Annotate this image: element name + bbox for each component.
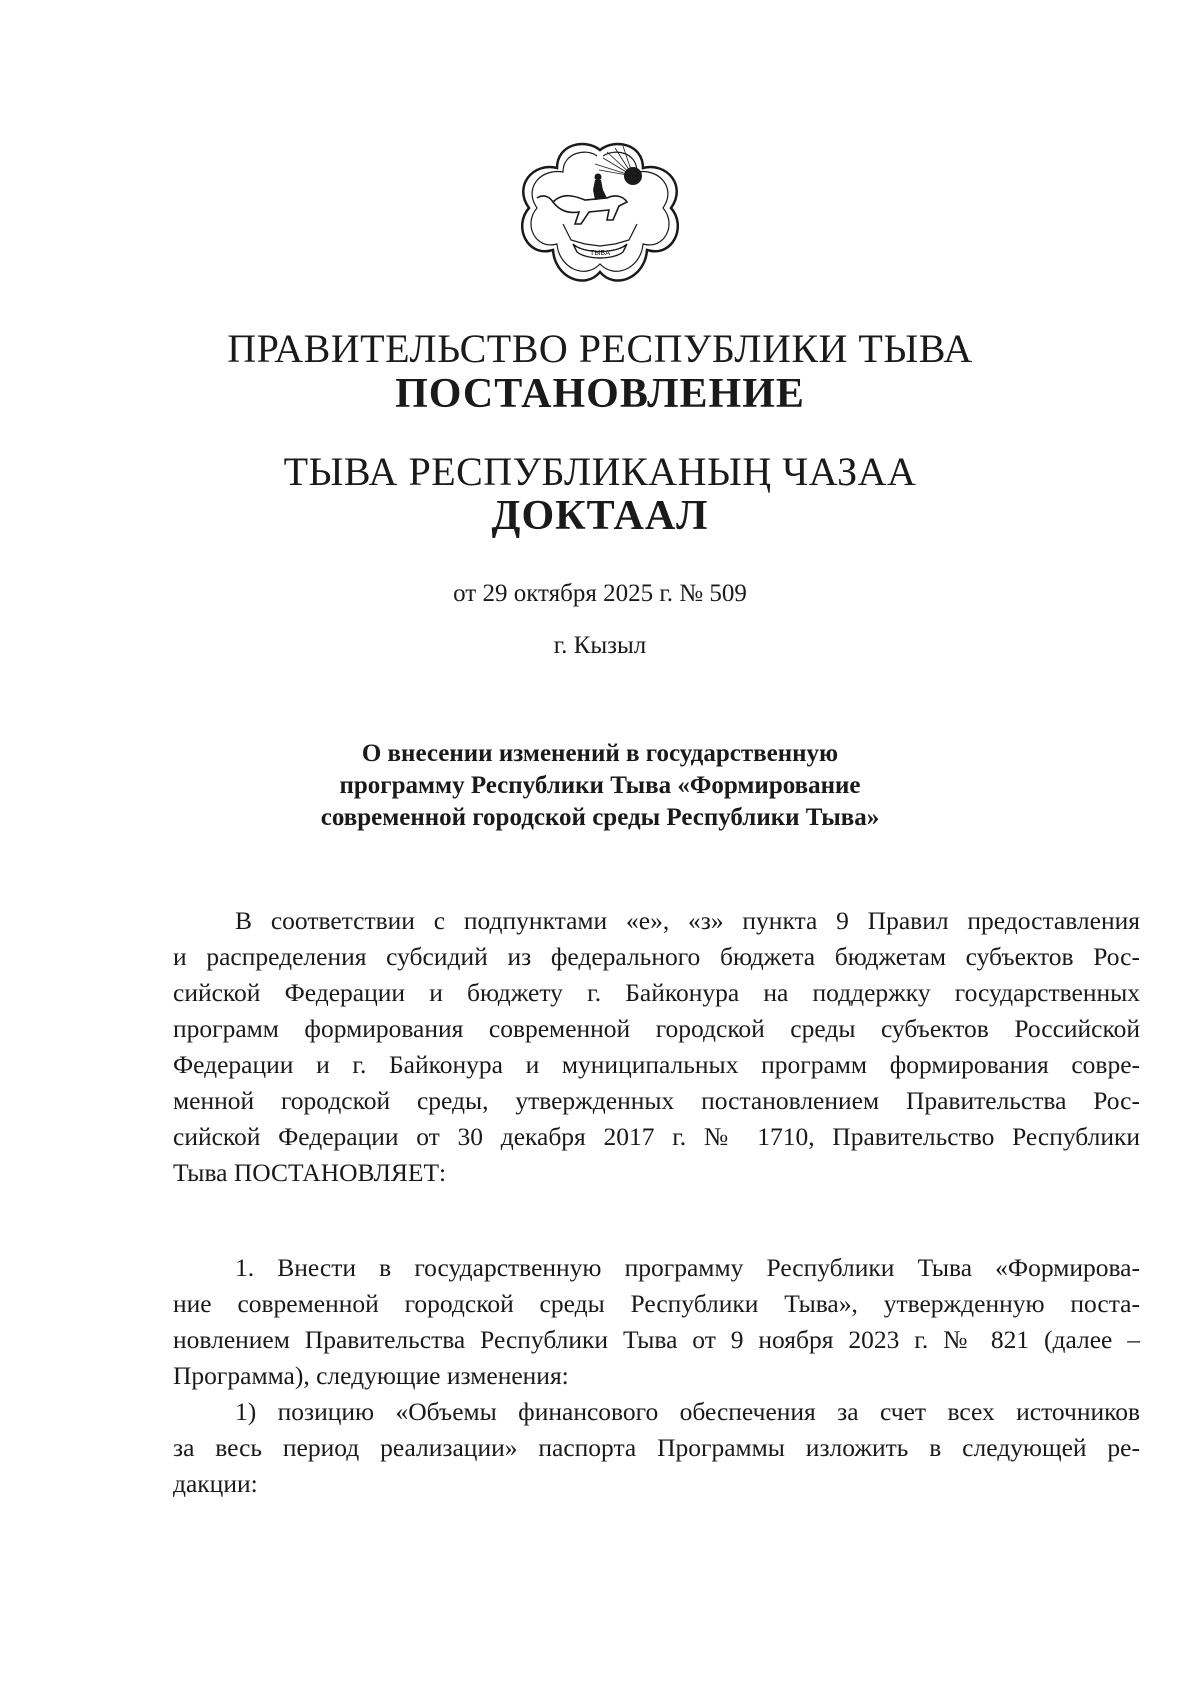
text-line: ние современной городской среды Республики Тыва», утвержденную поста-	[173, 1289, 1140, 1318]
text-line: Тыва ПОСТАНОВЛЯЕТ:	[173, 1158, 447, 1187]
government-name-tv: ТЫВА РЕСПУБЛИКАНЫҢ ЧАЗАА	[283, 449, 917, 494]
text-line: 1. Внести в государственную программу Республики Тыва «Формирова-	[235, 1253, 1140, 1282]
preamble-paragraph	[173, 903, 1140, 1191]
text-line: менной городской среды, утвержденных постановлением Правительства Рос-	[173, 1086, 1140, 1115]
text-line: и распределения субсидий из федерального бюджета бюджетам субъектов Рос-	[173, 942, 1140, 971]
text-line: программ формирования современной городской среды субъектов Российской	[173, 1014, 1140, 1043]
text-line: Федерации и г. Байконура и муниципальных программ формирования совре-	[173, 1050, 1140, 1079]
title-line: современной городской среды Республики Тыва»	[320, 804, 880, 831]
text-line: сийской Федерации и бюджету г. Байконура на поддержку государственных	[173, 978, 1140, 1007]
document-type-tv: ДОКТААЛ	[491, 493, 709, 539]
title-line: программу Республики Тыва «Формирование	[339, 772, 861, 799]
document-city: г. Кызыл	[553, 632, 647, 659]
government-name-ru: ПРАВИТЕЛЬСТВО РЕСПУБЛИКИ ТЫВА	[227, 326, 973, 371]
document-date-number: от 29 октября 2025 г. № 509	[453, 580, 747, 607]
text-line: Программа), следующие изменения:	[173, 1361, 569, 1390]
text-line: новлением Правительства Республики Тыва от 9 ноября 2023 г. № 821 (далее –	[173, 1325, 1140, 1354]
text-line: дакции:	[173, 1469, 258, 1498]
subitem-1-paragraph	[173, 1394, 1140, 1502]
text-line: сийской Федерации от 30 декабря 2017 г. № 1710, Правительство Республики	[173, 1122, 1140, 1151]
svg-text:ТЫВА: ТЫВА	[589, 249, 611, 257]
text-line: за весь период реализации» паспорта Программы изложить в следующей ре-	[173, 1433, 1140, 1462]
text-line: В соответствии с подпунктами «е», «з» пункта 9 Правил предоставления	[235, 906, 1140, 935]
document-title	[0, 738, 1200, 834]
text-line: 1) позицию «Объемы финансового обеспечения за счет всех источников	[235, 1397, 1140, 1426]
tuva-coat-of-arms-icon	[515, 140, 685, 290]
title-line: О внесении изменений в государственную	[361, 740, 839, 767]
document-type-ru: ПОСТАНОВЛЕНИЕ	[395, 371, 805, 417]
item-1-paragraph	[173, 1250, 1140, 1394]
